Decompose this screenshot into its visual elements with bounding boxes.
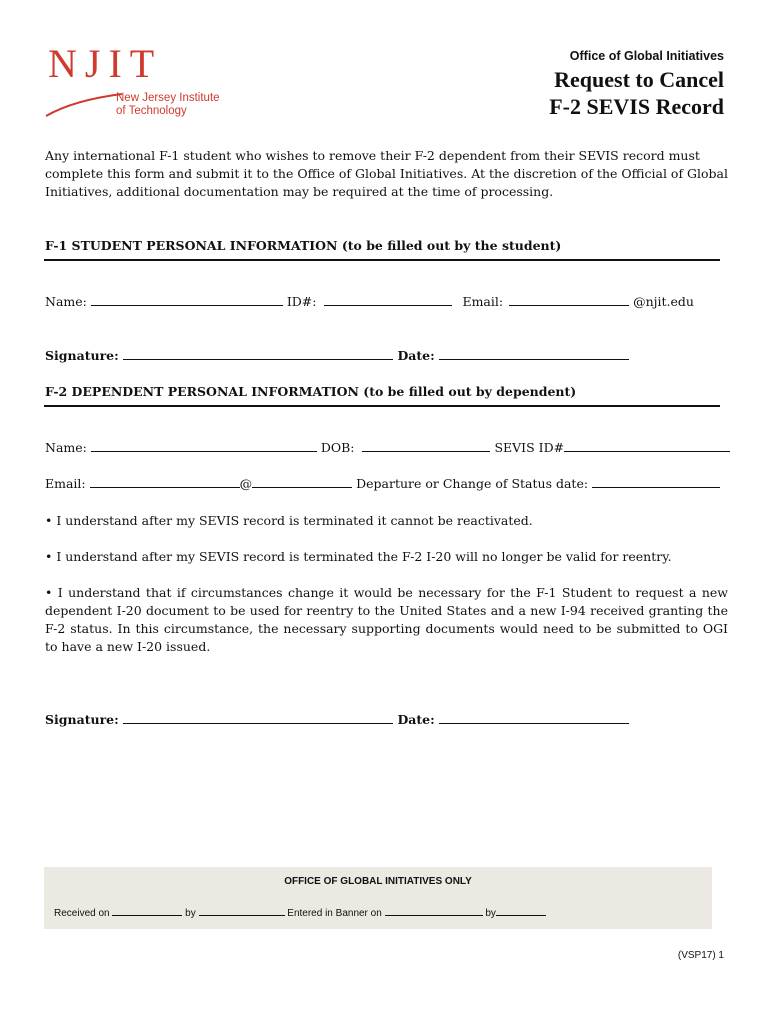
intro-paragraph: Any international F-1 student who wishes to remove their F-2 dependent from their SEVIS record must complete this form and submit it to the Office of Global Initiatives. At the discretion of the Official of Global Initiatives, additional documentation may be required at the time of processing. <box>45 148 729 199</box>
dependent-email-label: Email: <box>45 476 86 491</box>
dependent-email-at: @ <box>239 476 253 491</box>
student-email-label: Email: <box>462 294 504 309</box>
logo-subtitle <box>116 92 220 118</box>
departure-date-label: Departure or Change of Status date: <box>356 476 589 491</box>
received-date-field[interactable] <box>112 906 182 916</box>
dependent-signature-field[interactable] <box>123 711 393 724</box>
logo-line-2: of Technology <box>116 105 187 117</box>
office-name: Office of Global Initiatives <box>569 49 724 63</box>
student-name-field[interactable] <box>91 293 283 306</box>
student-id-label: ID#: <box>286 294 317 309</box>
student-email-suffix: @njit.edu <box>633 294 694 309</box>
office-use-title: OFFICE OF GLOBAL INITIATIVES ONLY <box>284 876 472 887</box>
student-date-label: Date: <box>397 348 435 363</box>
received-by-field[interactable] <box>199 906 285 916</box>
student-id-field[interactable] <box>324 293 452 306</box>
dependent-email-user-field[interactable] <box>90 475 240 488</box>
student-email-field[interactable] <box>509 293 629 306</box>
form-code: (VSP17) 1 <box>677 950 724 961</box>
form-title <box>549 66 724 120</box>
office-use-box <box>44 867 712 929</box>
student-name-label: Name: <box>45 294 87 309</box>
dependent-info-row <box>45 439 730 457</box>
office-use-row <box>54 906 546 919</box>
njit-logo <box>44 41 234 124</box>
logo-swoosh-icon <box>44 88 124 118</box>
dependent-dob-label: DOB: <box>320 440 355 455</box>
acknowledgement-3: • I understand that if circumstances change it would be necessary for the F-1 Student to request a new dependent I-20 document to be used for reentry to the United States and a new I-94 received granting the F-2 status. In this circumstance, the necessary supporting documents would need to be submitted to OGI to have a new I-20 issued. <box>45 585 728 654</box>
banner-by-label: by <box>485 908 496 919</box>
dependent-signature-row <box>45 711 629 729</box>
dependent-sevis-label: SEVIS ID# <box>494 440 565 455</box>
dependent-dob-field[interactable] <box>362 439 490 452</box>
departure-date-field[interactable] <box>592 475 720 488</box>
dependent-email-domain-field[interactable] <box>252 475 352 488</box>
acknowledgement-1: • I understand after my SEVIS record is terminated it cannot be reactivated. <box>45 513 533 528</box>
section1-title: F-1 STUDENT PERSONAL INFORMATION (to be filled out by the student) <box>45 238 562 253</box>
section2-title: F-2 DEPENDENT PERSONAL INFORMATION (to be filled out by dependent) <box>45 384 577 399</box>
banner-date-field[interactable] <box>385 906 483 916</box>
received-label: Received on <box>54 908 110 919</box>
student-signature-row <box>45 347 629 365</box>
section2-divider <box>44 405 720 407</box>
dependent-sevis-field[interactable] <box>564 439 730 452</box>
logo-letters: NJIT <box>48 41 163 86</box>
student-signature-label: Signature: <box>45 348 119 363</box>
dependent-date-label: Date: <box>397 712 435 727</box>
received-by-label: by <box>185 908 196 919</box>
banner-label: Entered in Banner on <box>287 908 382 919</box>
student-info-row <box>45 293 694 311</box>
dependent-signature-label: Signature: <box>45 712 119 727</box>
dependent-name-field[interactable] <box>91 439 317 452</box>
logo-line-1: New Jersey Institute <box>116 92 220 104</box>
student-date-field[interactable] <box>439 347 629 360</box>
student-signature-field[interactable] <box>123 347 393 360</box>
dependent-contact-row <box>45 475 720 493</box>
title-line-2: F-2 SEVIS Record <box>549 94 724 119</box>
dependent-name-label: Name: <box>45 440 87 455</box>
dependent-date-field[interactable] <box>439 711 629 724</box>
acknowledgement-2: • I understand after my SEVIS record is terminated the F-2 I-20 will no longer be valid for reentry. <box>45 549 672 564</box>
banner-by-field[interactable] <box>496 906 546 916</box>
title-line-1: Request to Cancel <box>554 67 724 92</box>
section1-divider <box>44 259 720 261</box>
